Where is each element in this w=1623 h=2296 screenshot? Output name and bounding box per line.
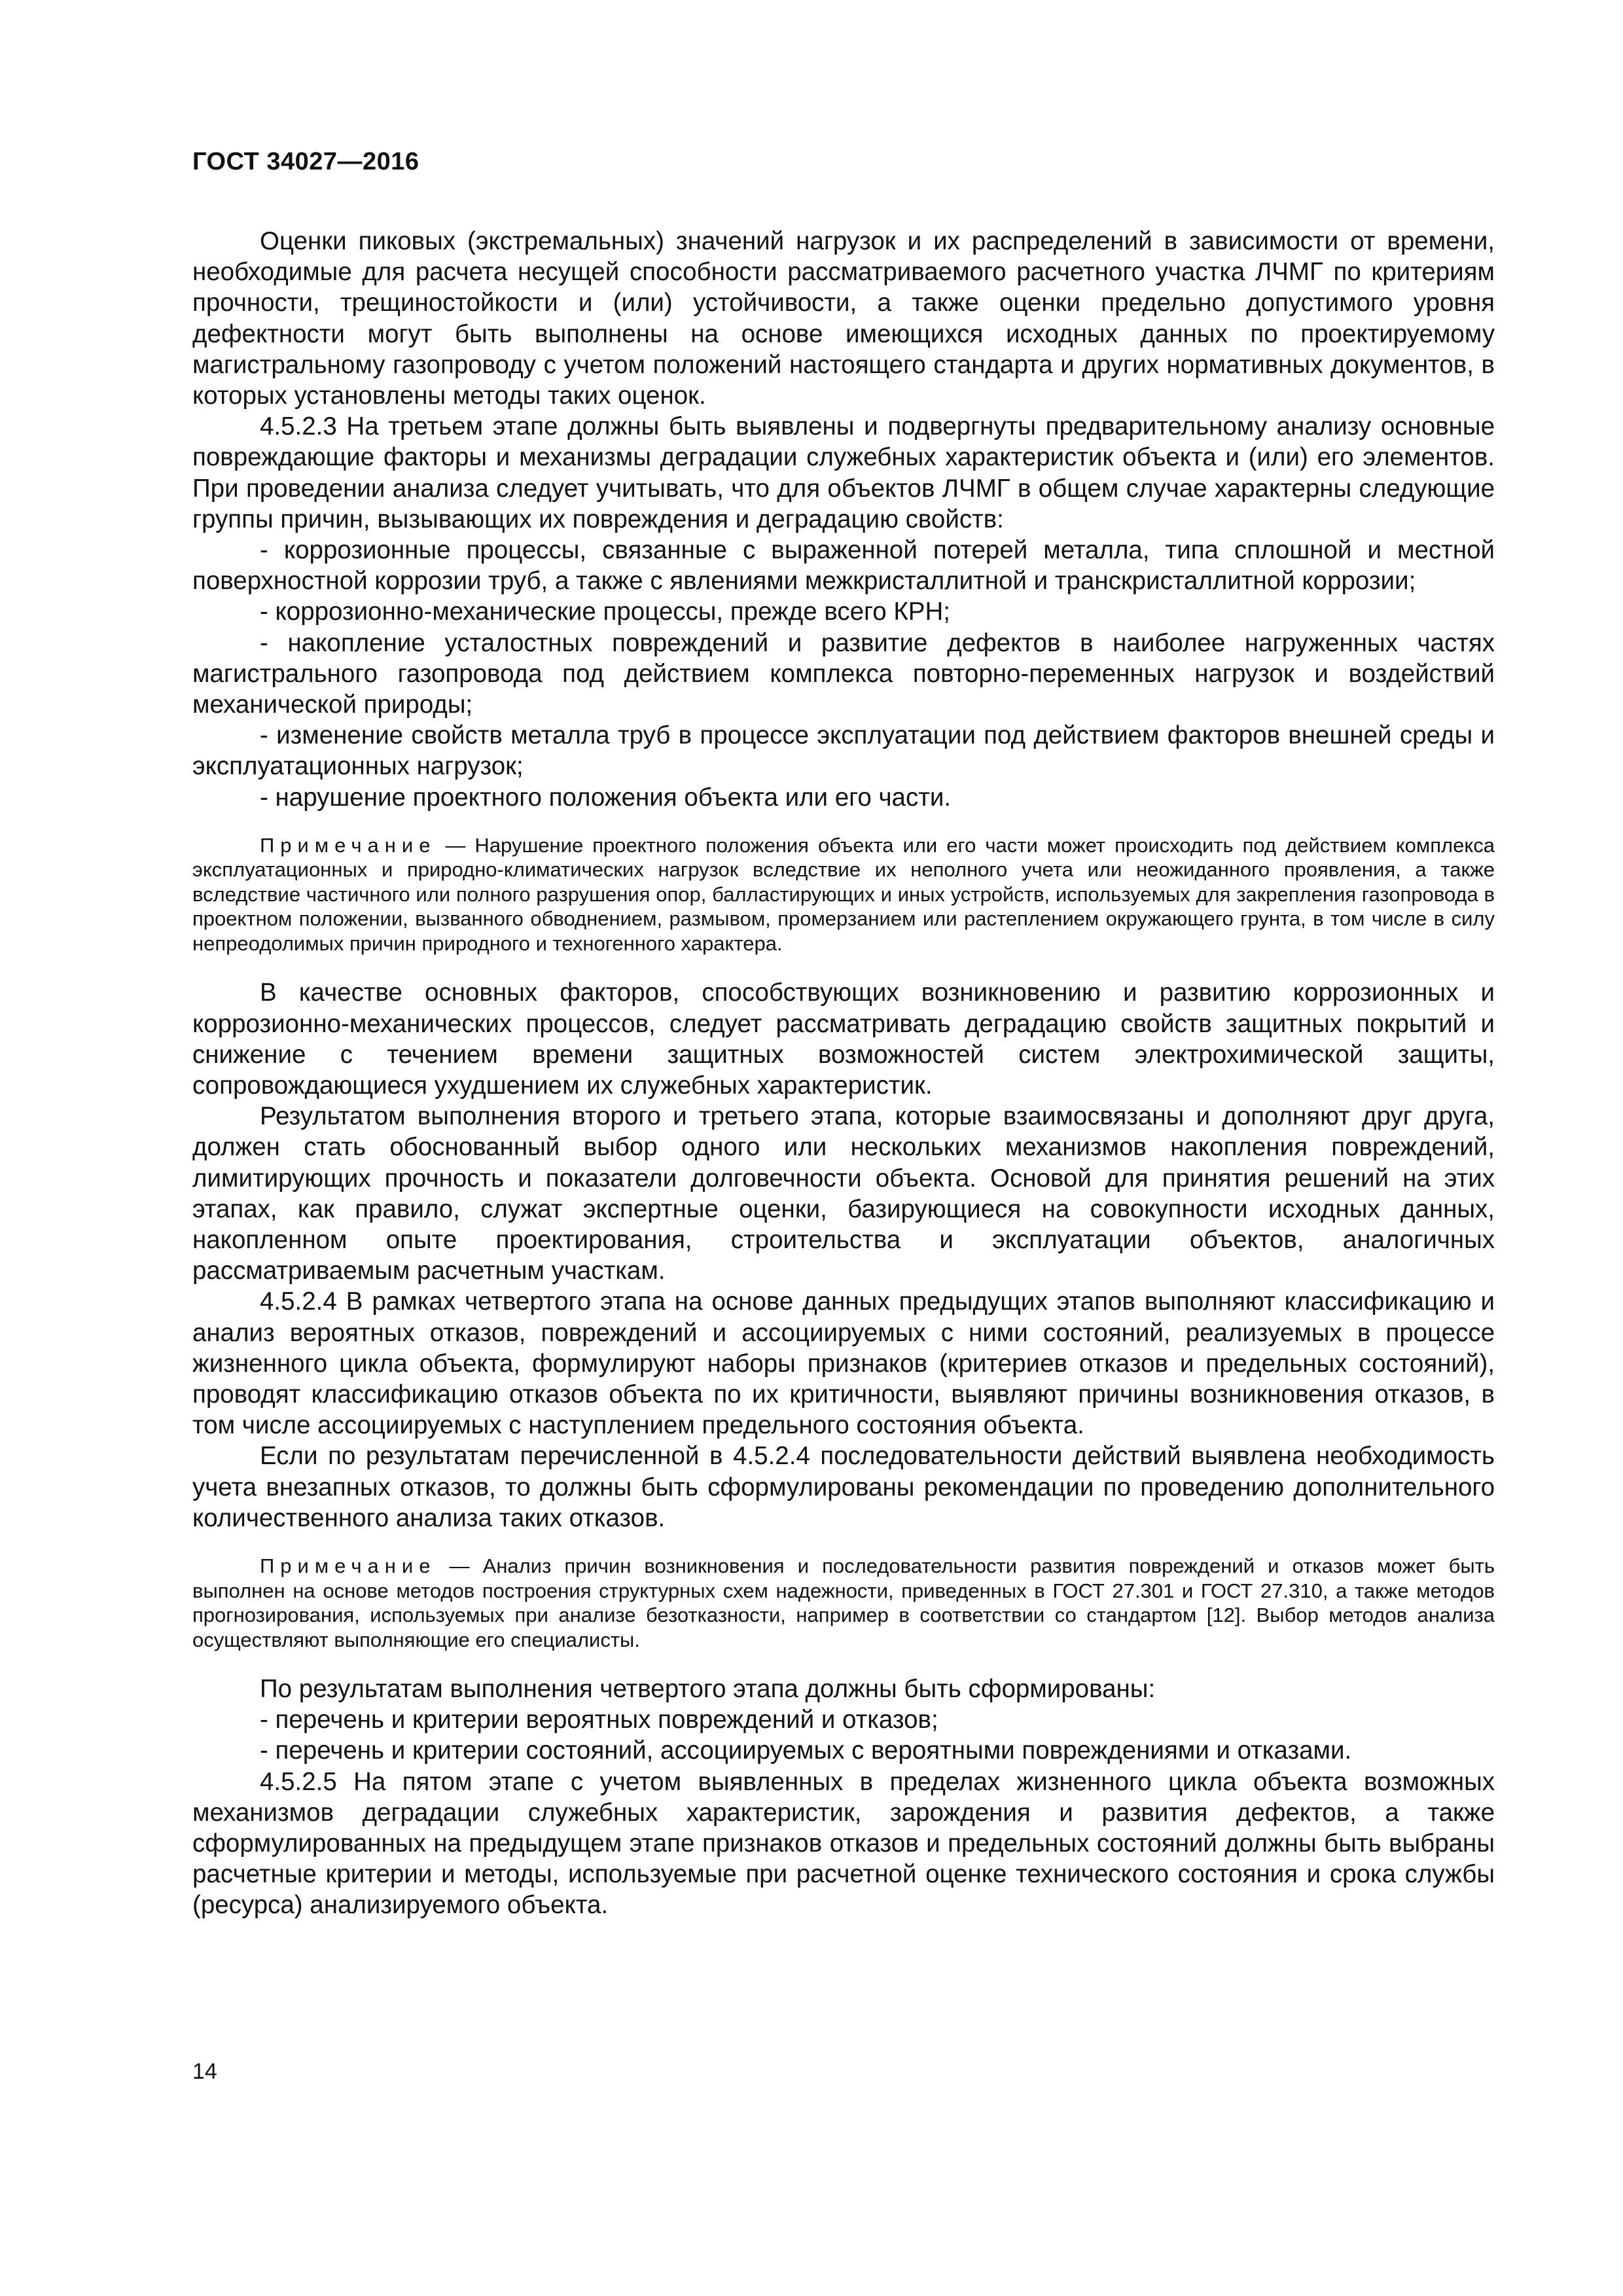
page-header-standard: ГОСТ 34027—2016 xyxy=(192,148,419,175)
note-text: — Анализ причин возникновения и последовательности развития повреждений и отказов может быть выполнен на основе методов построения структурных схем надежности, приведенных в ГОСТ 27.301 и ГОСТ 27.310, а также методов прогнозирования, используемых при анализе безотказности, например в соответствии со стандартом [12]. Выбор методов анализа осуществляют выполняющие его специалисты. xyxy=(192,1554,1495,1651)
paragraph: Оценки пиковых (экстремальных) значений нагрузок и их распределений в зависимости от времени, необходимые для расчета несущей способности рассматриваемого расчетного участка ЛЧМГ по критериям прочности, трещиностойкости и (или) устойчивости, а также оценки предельно допустимого уровня дефектности могут быть выполнены на основе имеющихся исходных данных по проектируемому магистральному газопроводу с учетом положений настоящего стандарта и других нормативных документов, в которых установлены методы таких оценок. xyxy=(192,227,1495,410)
list-item: - перечень и критерии состояний, ассоциируемых с вероятными повреждениями и отказами. xyxy=(260,1736,1352,1765)
paragraph: По результатам выполнения четвертого этапа должны быть сформированы: xyxy=(260,1675,1156,1704)
paragraph: Результатом выполнения второго и третьего этапа, которые взаимосвязаны и дополняют друг друга, должен стать обоснованный выбор одного или нескольких механизмов накопления повреждений, лимитирующих прочность и показатели долговечности объекта. Основой для принятия решений на этих этапах, как правило, служат экспертные оценки, базирующиеся на совокупности исходных данных, накопленном опыте проектирования, строительства и эксплуатации объектов, аналогичных рассматриваемым расчетным участкам. xyxy=(192,1102,1495,1285)
paragraph: Если по результатам перечисленной в 4.5.2.4 последовательности действий выявлена необходимость учета внезапных отказов, то должны быть сформулированы рекомендации по проведению дополнительного количественного анализа таких отказов. xyxy=(192,1442,1495,1532)
note xyxy=(192,833,1495,956)
page-body xyxy=(192,226,1495,1921)
paragraph: В качестве основных факторов, способствующих возникновению и развитию коррозионных и коррозионно-механических процессов, следует рассматривать деградацию свойств защитных покрытий и снижение с течением времени защитных возможностей систем электрохимической защиты, сопровождающиеся ухудшением их служебных характеристик. xyxy=(192,978,1495,1100)
list-item: - перечень и критерии вероятных повреждений и отказов; xyxy=(260,1706,938,1734)
list-item: - изменение свойств металла труб в процессе эксплуатации под действием факторов внешней среды и эксплуатационных нагрузок; xyxy=(192,721,1495,781)
list-item: - нарушение проектного положения объекта или его части. xyxy=(260,783,952,812)
note-label: Примечание xyxy=(260,1554,437,1578)
note-label: Примечание xyxy=(260,833,437,857)
paragraph: 4.5.2.4 В рамках четвертого этапа на основе данных предыдущих этапов выполняют классификацию и анализ вероятных отказов, повреждений и ассоциируемых с ними состояний, реализуемых в процессе жизненного цикла объекта, формулируют наборы признаков (критериев отказов и предельных состояний), проводят классификацию отказов объекта по их критичности, выявляют причины возникновения отказов, в том числе ассоциируемых с наступлением предельного состояния объекта. xyxy=(192,1287,1495,1440)
list-item: - коррозионные процессы, связанные с выраженной потерей металла, типа сплошной и местной поверхностной коррозии труб, а также с явлениями межкристаллитной и транскристаллитной коррозии; xyxy=(192,536,1495,596)
page-number: 14 xyxy=(192,2059,217,2084)
note-text: — Нарушение проектного положения объекта или его части может происходить под действием комплекса эксплуатационных и природно-климатических нагрузок вследствие их неполного учета или неожиданного проявления, а также вследствие частичного или полного разрушения опор, балластирующих и иных устройств, используемых для закрепления газопровода в проектном положении, вызванного обводнением, размывом, промерзанием или растеплением окружающего грунта, в том числе в силу непреодолимых причин природного и техногенного характера. xyxy=(192,833,1495,955)
list-item: - коррозионно-механические процессы, прежде всего КРН; xyxy=(260,598,950,626)
list-item: - накопление усталостных повреждений и развитие дефектов в наиболее нагруженных частях магистрального газопровода под действием комплекса повторно-переменных нагрузок и воздействий механической природы; xyxy=(192,628,1495,719)
paragraph: 4.5.2.5 На пятом этапе с учетом выявленных в пределах жизненного цикла объекта возможных механизмов деградации служебных характеристик, зарождения и развития дефектов, а также сформулированных на предыдущем этапе признаков отказов и предельных состояний должны быть выбраны расчетные критерии и методы, используемые при расчетной оценке технического состояния и срока службы (ресурса) анализируемого объекта. xyxy=(192,1767,1495,1920)
paragraph: 4.5.2.3 На третьем этапе должны быть выявлены и подвергнуты предварительному анализу основные повреждающие факторы и механизмы деградации служебных характеристик объекта и (или) его элементов. При проведении анализа следует учитывать, что для объектов ЛЧМГ в общем случае характерны следующие группы причин, вызывающих их повреждения и деградацию свойств: xyxy=(192,412,1495,533)
note xyxy=(192,1554,1495,1652)
